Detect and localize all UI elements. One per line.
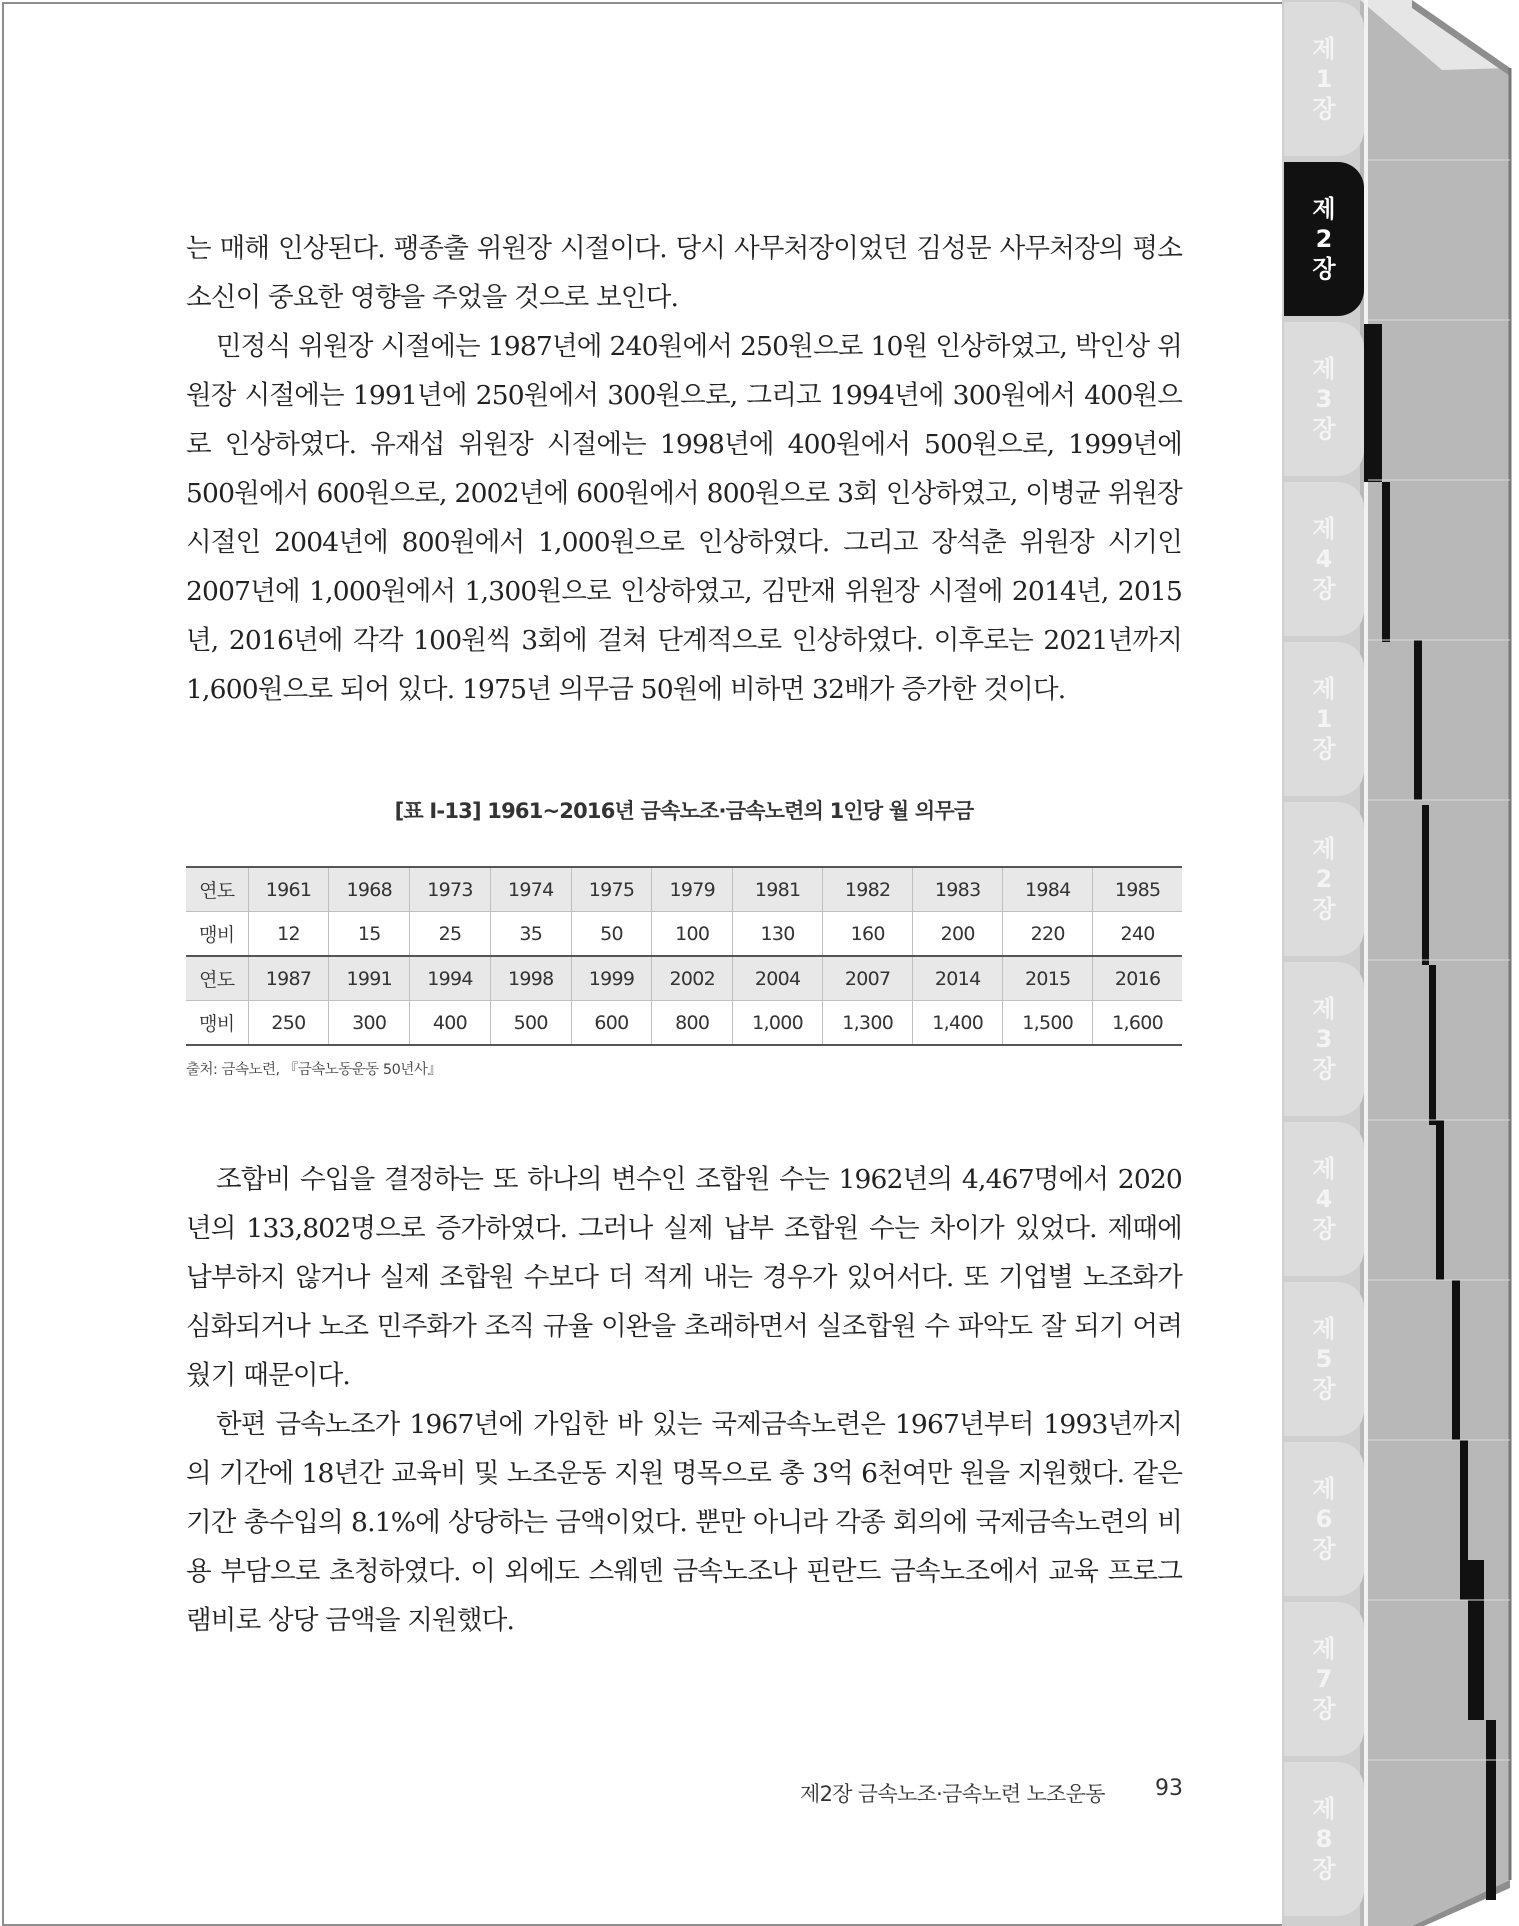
tab-label: 장 [1312,255,1336,283]
running-footer: 제2장 금속노조·금속노련 노조운동 [800,1782,1105,1806]
tab-label: 제 [1312,675,1336,703]
tab-label: 3 [1315,385,1333,413]
tab-label: 제 [1312,1155,1336,1183]
chapter-tab-7[interactable] [1284,962,1364,1116]
table-cell: 2007 [823,956,913,1001]
table-row [186,956,1182,1001]
table-row [186,912,1182,957]
chapter-tab-10[interactable] [1284,1442,1364,1596]
chapter-tab-6[interactable] [1284,802,1364,956]
tab-label: 장 [1312,95,1336,123]
tab-label: 7 [1315,1665,1333,1693]
tab-label: 장 [1312,575,1336,603]
paragraph: 한편 금속노조가 1967년에 가입한 바 있는 국제금속노련은 1967년부터 1993년까지의 기간에 18년간 교육비 및 노조운동 지원 명목으로 총 3억 6천여만 원을 지원했다. 같은 기간 총수입의 8.1%에 상당하는 금액이었다. 뿐만 아니라 각종 회의에 국제금속노련의 비용 부담으로 초청하였다. 이 외에도 스웨덴 금속노조나 핀란드 금속노조에서 교육 프로그램비로 상당 금액을 지원했다. [186,1409,1182,1636]
chapter-tab-11[interactable] [1284,1602,1364,1756]
tab-label: 제 [1312,1795,1336,1823]
tab-label: 장 [1312,1215,1336,1243]
table-cell: 2002 [652,956,733,1001]
tab-label: 장 [1312,1055,1336,1083]
table-source: 출처: 금속노련, 『금속노동운동 50년사』 [186,1062,442,1078]
tab-label: 장 [1312,735,1336,763]
row-header: 맹비 [186,912,248,957]
tab-label: 4 [1315,1185,1333,1213]
table-cell: 50 [571,912,652,957]
row-header: 연도 [186,956,248,1001]
body-text-top [186,224,1182,714]
tab-label: 8 [1315,1825,1333,1853]
chapter-tab-3[interactable] [1284,322,1364,476]
table-cell: 1985 [1093,867,1182,912]
tab-label: 3 [1315,1025,1333,1053]
table-cell: 2004 [733,956,823,1001]
table-cell: 1979 [652,867,733,912]
chapter-tab-2-active[interactable] [1284,162,1364,316]
table-cell: 2014 [913,956,1003,1001]
table-cell: 1974 [490,867,571,912]
table-cell: 1,600 [1093,1001,1182,1046]
tab-label: 6 [1315,1505,1333,1533]
table-cell: 1999 [571,956,652,1001]
table-cell: 1,400 [913,1001,1003,1046]
table-cell: 600 [571,1001,652,1046]
table-cell: 1994 [410,956,491,1001]
paragraph: 조합비 수입을 결정하는 또 하나의 변수인 조합원 수는 1962년의 4,467명에서 2020년의 133,802명으로 증가하였다. 그러나 실제 납부 조합원 수는 차이가 있었다. 제때에 납부하지 않거나 실제 조합원 수보다 더 적게 내는 경우가 있어서다. 또 기업별 노조화가 심화되거나 노조 민주화가 조직 규율 이완을 초래하면서 실조합원 수 파악도 잘 되기 어려웠기 때문이다. [186,1164,1182,1391]
table-cell: 25 [410,912,491,957]
table-cell: 1982 [823,867,913,912]
table-cell: 12 [248,912,329,957]
tab-label: 4 [1315,545,1333,573]
tab-label: 1 [1315,65,1333,93]
table-cell: 160 [823,912,913,957]
tab-label: 제 [1312,355,1336,383]
tab-label: 2 [1315,225,1333,253]
table-cell: 1991 [329,956,410,1001]
page-number: 93 [1155,1776,1183,1801]
chapter-tab-4[interactable] [1284,482,1364,636]
table-cell: 240 [1093,912,1182,957]
tab-label: 제 [1312,1475,1336,1503]
tab-label: 제 [1312,835,1336,863]
tab-label: 장 [1312,1375,1336,1403]
page-edge-index [1282,0,1519,1926]
table-cell: 1,500 [1003,1001,1093,1046]
paragraph: 는 매해 인상된다. 팽종출 위원장 시절이다. 당시 사무처장이었던 김성문 사무처장의 평소 소신이 중요한 영향을 주었을 것으로 보인다. [186,233,1182,313]
table-cell: 1961 [248,867,329,912]
tab-label: 제 [1312,995,1336,1023]
tab-label: 장 [1312,1695,1336,1723]
table-cell: 1983 [913,867,1003,912]
body-text-bottom [186,1155,1182,1645]
chapter-tab-12[interactable] [1284,1762,1364,1916]
table-row [186,867,1182,912]
tab-label: 제 [1312,1315,1336,1343]
tab-label: 장 [1312,1535,1336,1563]
dues-table [186,866,1182,1046]
chapter-tab-8[interactable] [1284,1122,1364,1276]
paragraph: 민정식 위원장 시절에는 1987년에 240원에서 250원으로 10원 인상하였고, 박인상 위원장 시절에는 1991년에 250원에서 300원으로, 그리고 1994년에 300원에서 400원으로 인상하였다. 유재섭 위원장 시절에는 1998년에 400원에서 500원으로, 1999년에 500원에서 600원으로, 2002년에 600원에서 800원으로 3회 인상하였고, 이병균 위원장 시절인 2004년에 800원에서 1,000원으로 인상하였다. 그리고 장석춘 위원장 시기인 2007년에 1,000원에서 1,300원으로 인상하였고, 김만재 위원장 시절에 2014년, 2015년, 2016년에 각각 100원씩 3회에 걸쳐 단계적으로 인상하였다. 이후로는 2021년까지 1,600원으로 되어 있다. 1975년 의무금 50원에 비하면 32배가 증가한 것이다. [186,331,1182,705]
chapter-tab-1[interactable] [1284,2,1364,156]
table-cell: 35 [490,912,571,957]
table-cell: 500 [490,1001,571,1046]
table-cell: 800 [652,1001,733,1046]
row-header: 연도 [186,867,248,912]
tab-label: 5 [1315,1345,1333,1373]
tab-label: 제 [1312,195,1336,223]
table-cell: 200 [913,912,1003,957]
tab-label: 제 [1312,515,1336,543]
tab-label: 2 [1315,865,1333,893]
tab-label: 장 [1312,1855,1336,1883]
table-cell: 15 [329,912,410,957]
table-cell: 2015 [1003,956,1093,1001]
table-title: [표 Ⅰ-13] 1961~2016년 금속노조·금속노련의 1인당 월 의무금 [394,799,974,823]
table-cell: 2016 [1093,956,1182,1001]
chapter-tab-5[interactable] [1284,642,1364,796]
table-cell: 130 [733,912,823,957]
table-cell: 1,300 [823,1001,913,1046]
row-header: 맹비 [186,1001,248,1046]
table-row [186,1001,1182,1046]
tab-label: 장 [1312,415,1336,443]
table-cell: 300 [329,1001,410,1046]
table-cell: 250 [248,1001,329,1046]
table-cell: 1,000 [733,1001,823,1046]
tab-label: 1 [1315,705,1333,733]
table-cell: 1987 [248,956,329,1001]
table-cell: 1973 [410,867,491,912]
table-cell: 1968 [329,867,410,912]
chapter-tab-9[interactable] [1284,1282,1364,1436]
tab-label: 제 [1312,1635,1336,1663]
tab-label: 장 [1312,895,1336,923]
table-cell: 220 [1003,912,1093,957]
table-cell: 400 [410,1001,491,1046]
table-cell: 1984 [1003,867,1093,912]
table-cell: 100 [652,912,733,957]
tab-label: 제 [1312,35,1336,63]
table-cell: 1975 [571,867,652,912]
table-cell: 1998 [490,956,571,1001]
table-cell: 1981 [733,867,823,912]
